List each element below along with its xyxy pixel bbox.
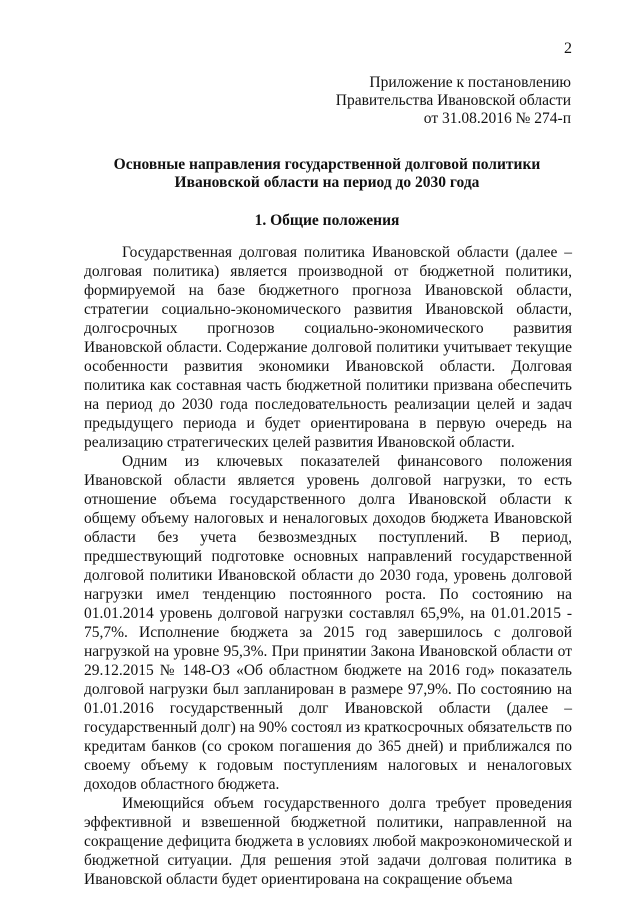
page-number: 2	[564, 40, 572, 57]
document-title-line-1: Основные направления государственной долговой политики	[113, 156, 541, 173]
document-title	[80, 156, 574, 192]
paragraph: Имеющийся объем государственного долга требует проведения эффективной и взвешенной бюджетной политики, направленной на сокращение дефицита бюджета в условиях любой макроэкономической и бюджетной ситуации. Для решения этой задачи долговая политика в Ивановской области будет ориентирована на сокращение объема	[84, 795, 572, 888]
approval-line-1: Приложение к постановлению	[369, 74, 571, 91]
body-text	[84, 243, 572, 889]
paragraph: Государственная долговая политика Ивановской области (далее – долговая политика) является производной от бюджетной политики, формируемой на базе бюджетного прогноза Ивановской области, стратегии социально-экономического развития Ивановской области, долгосрочных прогнозов социально-экономического развития Ивановской области. Содержание долговой политики учитывает текущие особенности развития экономики Ивановской области. Долговая политика как составная часть бюджетной политики призвана обеспечить на период до 2030 года последовательность реализации целей и задач предыдущего периода и будет ориентирована в первую очередь на реализацию стратегических целей развития Ивановской области.	[84, 244, 572, 451]
approval-line-2: Правительства Ивановской области	[335, 92, 571, 109]
approval-line-3: от 31.08.2016 № 274-п	[423, 110, 571, 127]
paragraph: Одним из ключевых показателей финансового положения Ивановской области является уровень долговой нагрузки, то есть отношение объема государственного долга Ивановской области к общему объему налоговых и неналоговых доходов бюджета Ивановской области без учета безвозмездных поступлений. В период, предшествующий подготовке основных направлений государственной долговой политики Ивановской области до 2030 года, уровень долговой нагрузки имел тенденцию постоянного роста. По состоянию на 01.01.2014 уровень долговой нагрузки составлял 65,9%, на 01.01.2015 - 75,7%. Исполнение бюджета за 2015 год завершилось с долговой нагрузкой на уровне 95,3%. При принятии Закона Ивановской области от 29.12.2015 № 148-ОЗ «Об областном бюджете на 2016 год» показатель долговой нагрузки был запланирован в размере 97,9%. По состоянию на 01.01.2016 государственный долг Ивановской области (далее – государственный долг) на 90% состоял из краткосрочных обязательств по кредитам банков (со сроком погашения до 365 дней) и приближался по своему объему к годовым поступлениям налоговых и неналоговых доходов областного бюджета.	[84, 453, 572, 793]
document-title-line-2: Ивановской области на период до 2030 года	[174, 174, 480, 191]
approval-block	[336, 74, 571, 128]
section-heading: 1. Общие положения	[254, 212, 400, 229]
